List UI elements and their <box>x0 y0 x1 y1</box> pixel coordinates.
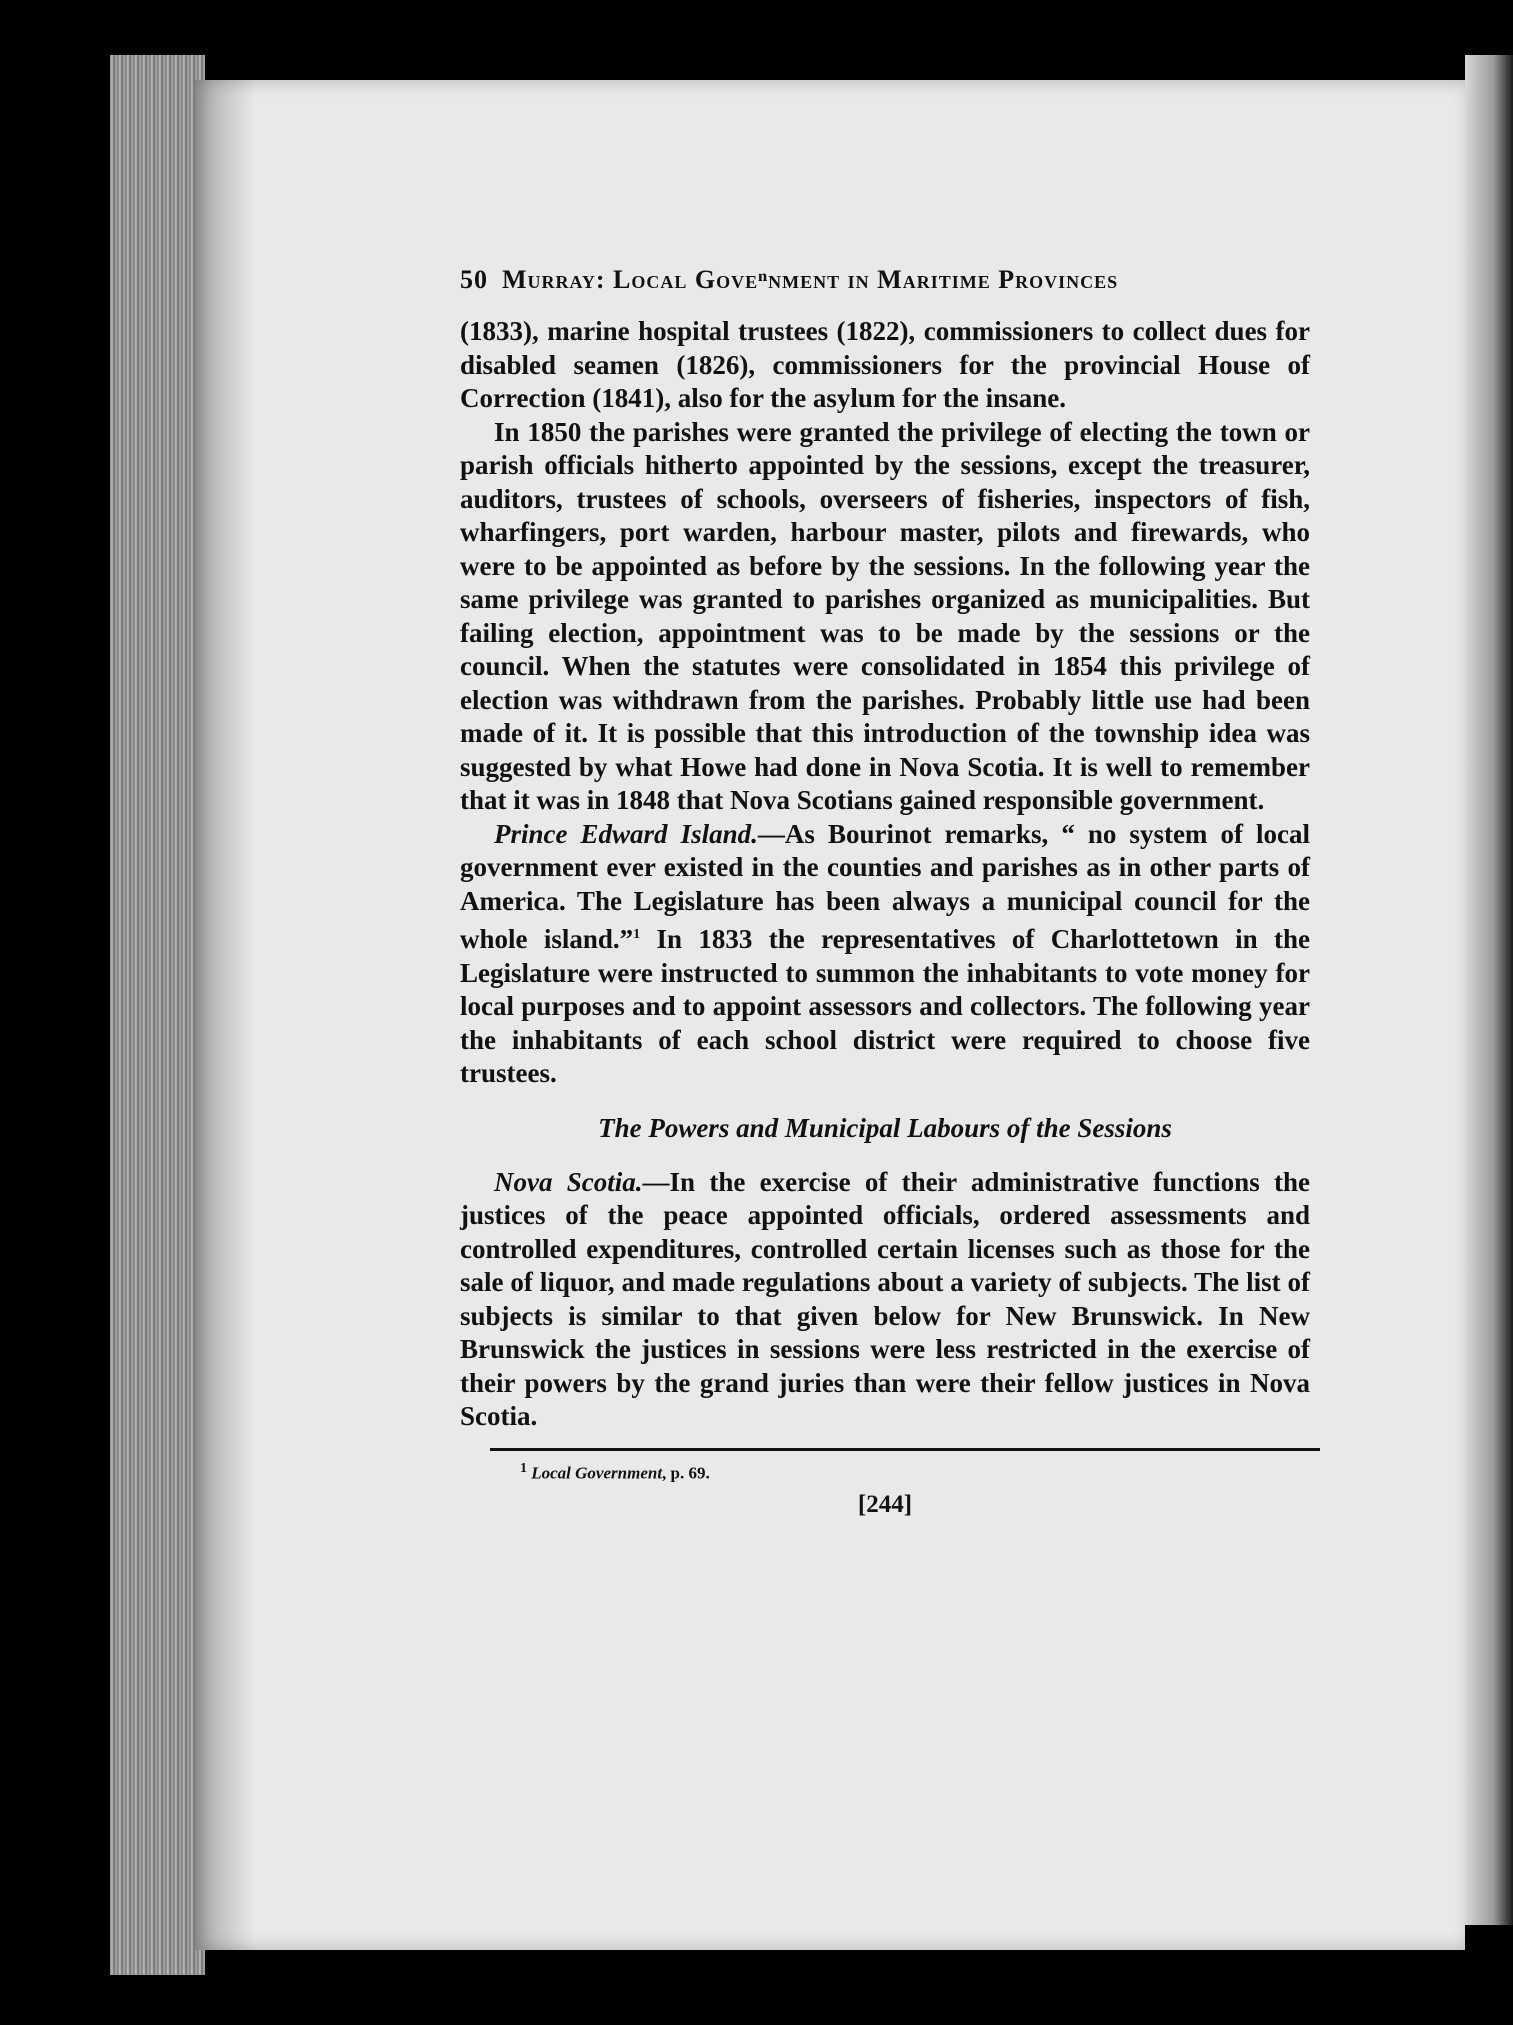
paragraph-3-lead: Prince Edward Island. <box>494 818 758 849</box>
paragraph-4-lead: Nova Scotia. <box>494 1166 643 1197</box>
footnote-mark: 1 <box>520 1460 527 1476</box>
book-page-edges <box>110 55 205 1975</box>
footnote-title: Local Government <box>531 1463 663 1483</box>
paragraph-3-text-a: —As Bourinot remarks, “ no system of local government ever existed in the counties and parishes as in other parts of America. The Legislature has been always a municipal council for the whole island.” <box>460 818 1310 954</box>
facing-page-edge <box>1465 55 1513 1925</box>
footnote-rule <box>490 1448 1320 1451</box>
gutter-shadow <box>195 80 255 1950</box>
page-number: 50 <box>460 265 488 294</box>
paragraph-3-text-b: In 1833 the representatives of Charlottetown in the Legislature were instructed to summon the inhabitants to vote money for local purposes and to appoint assessors and collectors. The following year the inhabitants of each school district were required to choose five trustees. <box>460 924 1310 1088</box>
paragraph-1: (1833), marine hospital trustees (1822), commissioners to collect dues for disabled seamen (1826), commissioners for the provincial House of Correction (1841), also for the asylum for the insane. <box>460 316 1310 413</box>
bracket-page-number: [244] <box>857 1491 913 1519</box>
running-title: Murray: Local Goveⁿnment in Maritime Provinces <box>502 265 1119 294</box>
footnote-reference: 1 <box>633 927 641 942</box>
footnote <box>520 1461 1310 1484</box>
footnote-rest: , p. 69. <box>662 1463 710 1483</box>
running-head <box>460 265 1310 295</box>
paragraph-3 <box>460 818 1310 1091</box>
section-heading: The Powers and Municipal Labours of the Sessions <box>598 1112 1172 1143</box>
page-text-block <box>460 265 1310 1519</box>
paragraph-4-text: —In the exercise of their administrative functions the justices of the peace appointed officials, ordered assessments and controlled expenditures, controlled certain licenses such as those for the sale of liquor, and made regulations about a variety of subjects. The list of subjects is similar to that given below for New Brunswick. In New Brunswick the justices in sessions were less restricted in the exercise of their powers by the grand juries than were their fellow justices in Nova Scotia. <box>460 1166 1310 1431</box>
paragraph-4 <box>460 1166 1310 1434</box>
paragraph-2: In 1850 the parishes were granted the privilege of electing the town or parish officials hitherto appointed by the sessions, except the treasurer, auditors, trustees of schools, overseers of fisheries, inspectors of fish, wharfingers, port warden, harbour master, pilots and firewards, who were to be appointed as before by the sessions. In the following year the same privilege was granted to parishes organized as municipalities. But failing election, appointment was to be made by the sessions or the council. When the statutes were consolidated in 1854 this privilege of election was withdrawn from the parishes. Probably little use had been made of it. It is possible that this introduction of the township idea was suggested by what Howe had done in Nova Scotia. It is well to remember that it was in 1848 that Nova Scotians gained responsible government. <box>460 416 1310 815</box>
